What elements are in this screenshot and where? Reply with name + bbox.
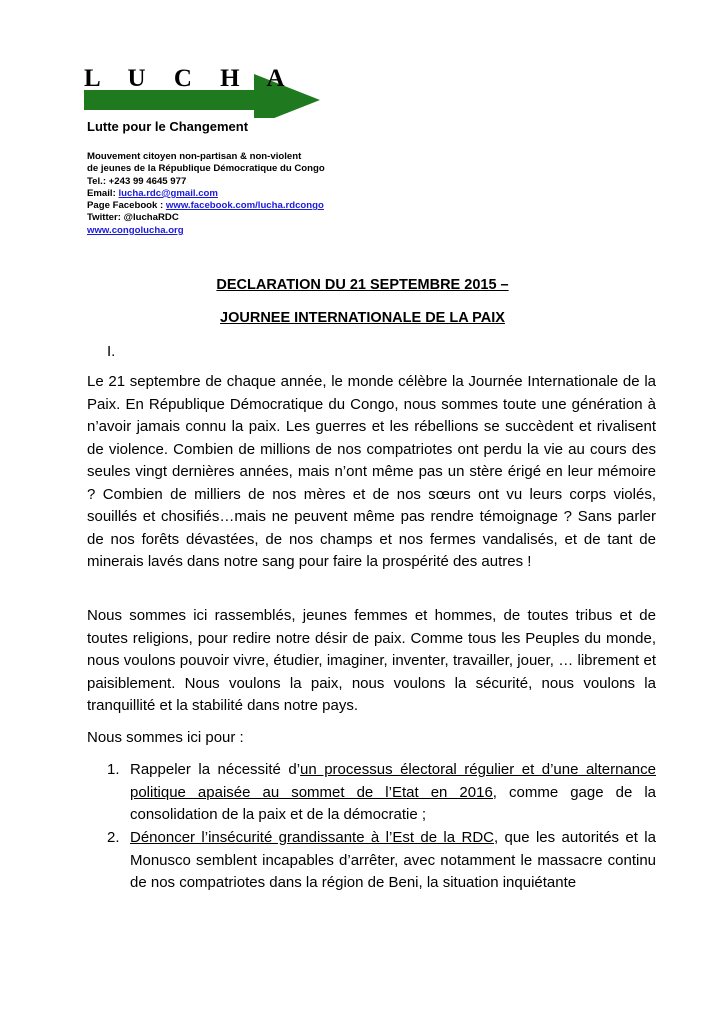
list-underlined: Dénoncer l’insécurité grandissante à l’Est de la RDC [130, 829, 494, 846]
declaration-heading: DECLARATION DU 21 SEPTEMBRE 2015 – [216, 277, 509, 293]
paragraph-3: Nous sommes ici pour : [87, 729, 244, 746]
contact-line-2: de jeunes de la République Démocratique du Congo [87, 163, 325, 175]
email-label: Email: [87, 187, 119, 199]
email-link[interactable]: lucha.rdc@gmail.com [118, 187, 218, 199]
list-underlined: un processus électoral régulier et d’une alternance politique apaisée au sommet de l’Etat en 2016, [130, 761, 656, 801]
list-number: 1. [107, 761, 120, 778]
logo-title: L U C H A [84, 65, 296, 92]
list-suffix: , que les autorités et la Monusco semblent incapables d’arrêter, avec notamment le massacre continu de nos compatriotes dans la région de Beni, la situation inquiétante [130, 829, 656, 891]
list-suffix: comme gage de la consolidation de la paix et de la démocratie ; [130, 783, 656, 823]
contact-tel: Tel.: +243 99 4645 977 [87, 175, 187, 187]
website-link[interactable]: www.congolucha.org [87, 224, 184, 236]
contact-facebook-row [87, 200, 325, 212]
logo-tagline: Lutte pour le Changement [87, 119, 249, 134]
contact-email-row [87, 188, 325, 200]
contact-line-1: Mouvement citoyen non-partisan & non-violent [87, 151, 302, 162]
list-prefix: Rappeler la nécessité d’ [130, 761, 301, 778]
contact-website-row [87, 225, 325, 237]
facebook-link[interactable]: www.facebook.com/lucha.rdcongo [165, 200, 324, 212]
contact-twitter: Twitter: @luchaRDC [87, 212, 179, 224]
paragraph-2: Nous sommes ici rassemblés, jeunes femmes et hommes, de toutes tribus et de toutes religions, pour redire notre désir de paix. Comme tous les Peuples du monde, nous voulons pouvoir vivre, étudier, imaginer, inventer, travailler, jouer, … librement et paisiblement. Nous voulons la paix, nous voulons la sécurité, nous voulons la tranquillité et la stabilité dans notre pays. [87, 607, 656, 714]
lucha-logo [84, 62, 324, 142]
facebook-label: Page Facebook : [87, 200, 166, 212]
list-number: 2. [107, 829, 120, 846]
contact-block [87, 151, 325, 237]
list-text [130, 827, 656, 895]
section-marker: I. [107, 343, 116, 360]
declaration-subheading: JOURNEE INTERNATIONALE DE LA PAIX [220, 310, 505, 326]
paragraph-1: Le 21 septembre de chaque année, le monde célèbre la Journée Internationale de la Paix. En République Démocratique du Congo, nous sommes toute une génération à n’avoir jamais connu la paix. Les guerres et les rébellions se succèdent et rivalisent de violence. Combien de millions de nos compatriotes ont perdu la vie au cours des seules vingt dernières années, mais n’ont même pas un stère érigé en leur mémoire ? Combien de milliers de nos mères et de nos sœurs ont vu leurs corps violés, souillés et chosifiés…mais ne peuvent même pas rendre témoignage ? Sans parler de nos forêts dévastées, de nos champs et nos fermes vandalisés, et de tant de minerais lavés dans notre sang pour faire la prospérité des autres ! [87, 373, 656, 570]
list-text [130, 759, 656, 827]
